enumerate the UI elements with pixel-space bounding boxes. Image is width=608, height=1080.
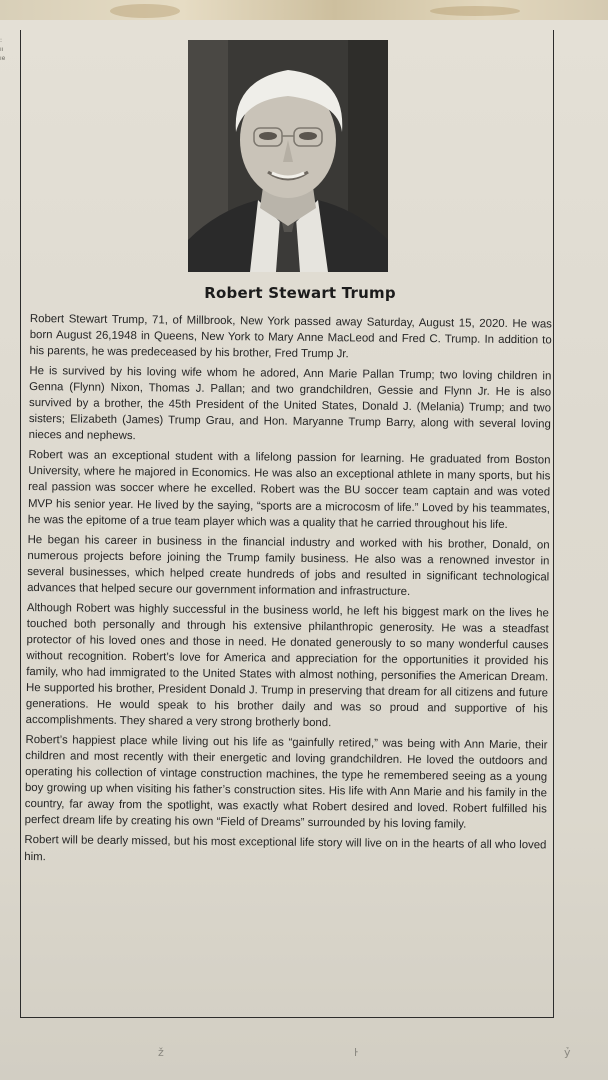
paragraph-survivors: He is survived by his loving wife whom he adored, Ann Marie Pallan Trump; two loving children in Genna (Flynn) Nixon, Thomas J. Pallan; and two grandchildren, Gessie and Flynn Jr. He is also survived by a brother, the 45th President of the United States, Donald J. (Melania) Trump; and two sisters; Elizabeth (James) Trump Grau, and Hon. Maryanne Trump Barry, along with several loving nieces and nephews. — [28, 365, 552, 443]
obituary-body — [24, 311, 552, 874]
portrait-photo — [188, 40, 388, 272]
paragraph-retirement: Robert’s happiest place while living out his life as “gainfully retired,” was being with Ann Marie, their children and most recently with their energetic and loving grandchildren. He loved the outdoors and operating his collection of vintage construction machines, the type he remembered seeing as a young boy growing up when visiting his father’s construction sites. His life with Ann Marie and his family in the country, far away from the spotlight, was exactly what Robert desired and loved. Robert fulfilled his perfect dream life by creating his own “Field of Dreams” surrounded by his loving family. — [24, 734, 548, 832]
portrait-image — [188, 40, 388, 272]
paragraph-career: He began his career in business in the financial industry and worked with his brother, Donald, on numerous projects before joining the Trump family business. He also was a renowned investor in several businesses, which helped create hundreds of jobs and resulted in significant technological advances that helped secure our government information and infrastructure. — [27, 533, 550, 598]
adjacent-column-edge: : ıı ıe — [0, 37, 6, 62]
paragraph-birth: Robert Stewart Trump, 71, of Millbrook, New York passed away Saturday, August 15, 2020. He was born August 26,1948 in Queens, New York to Mary Anne MacLeod and Fred C. Trump. In addition to his parents, he was predeceased by his brother, Fred Trump Jr. — [29, 312, 552, 361]
paragraph-education: Robert was an exceptional student with a lifelong passion for learning. He graduated from Boston University, where he majored in Economics. He was also an exceptional athlete in many sports, but his real passion was soccer where he excelled. Robert was the BU soccer team captain and was voted MVP his senior year. He lived by the saying, “sports are a microcosm of life.” Loved by his teammates, he was the epitome of a true team player which was a quality that he carried throughout his life. — [27, 449, 551, 531]
paragraph-closing: Robert will be dearly missed, but his most exceptional life story will live on in the hearts of all who loved him. — [24, 834, 547, 863]
obituary-headline: Robert Stewart Trump — [204, 284, 396, 302]
paragraph-philanthropy: Although Robert was highly successful in the business world, he left his biggest mark on the lives he touched both personally and through his extensive philanthropic generosity. He was a steadfast protector of his loved ones and those in need. He donated generously to so many wonderful causes without recognition. Robert’s love for America and appreciation for the opportunities it provided his family, who had immigrated to the United States with almost nothing, personifies the American Dream. He supported his brother, President Donald J. Trump in preserving that dream for all citizens and future generations. He would speak to his brother daily and was so proud and supportive of his accomplishments. They shared a very strong brotherly bond. — [25, 601, 549, 730]
bleed-through-marks: ž ŀ ỷ — [158, 1046, 571, 1059]
